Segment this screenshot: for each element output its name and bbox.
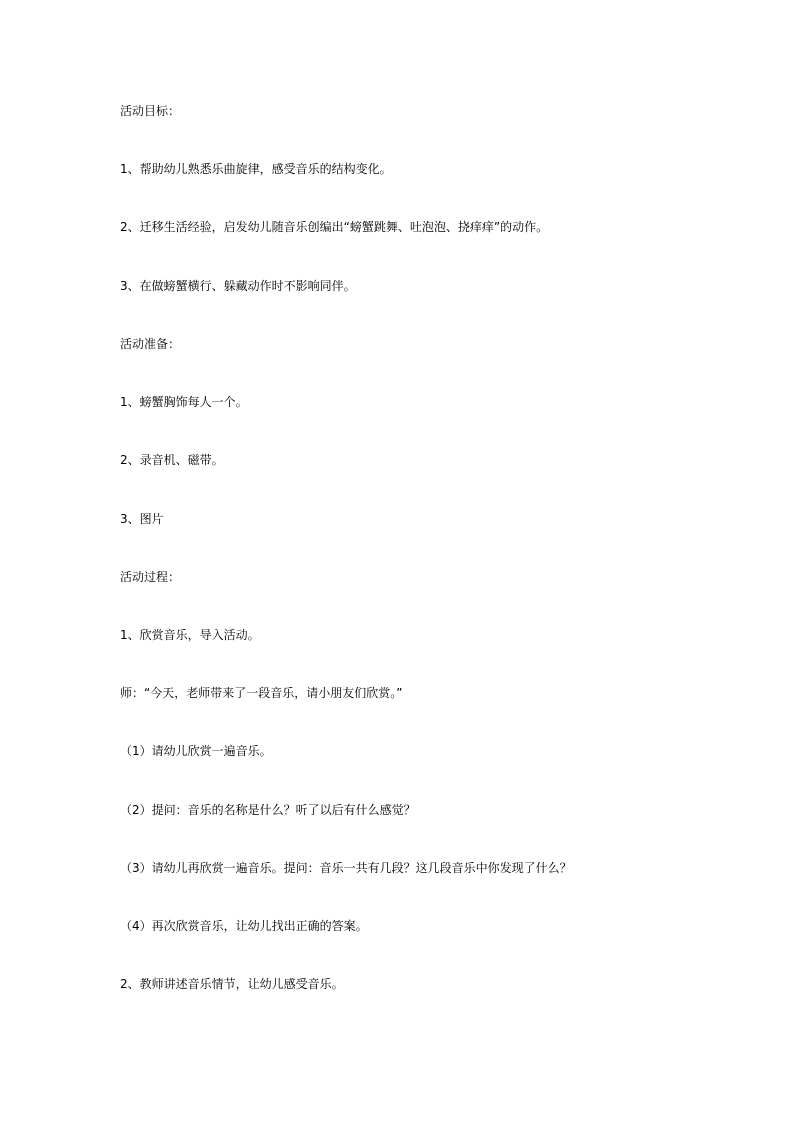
preparation-item-2: 2、录音机、磁带。	[120, 453, 224, 467]
section-heading-process: 活动过程：	[120, 570, 181, 584]
goal-item-2: 2、迁移生活经验，启发幼儿随音乐创编出“螃蟹跳舞、吐泡泡、挠痒痒”的动作。	[120, 220, 549, 234]
process-step-2: 2、教师讲述音乐情节，让幼儿感受音乐。	[120, 977, 344, 991]
goal-item-1: 1、帮助幼儿熟悉乐曲旋律，感受音乐的结构变化。	[120, 162, 392, 176]
preparation-item-1: 1、螃蟹胸饰每人一个。	[120, 395, 248, 409]
preparation-item-3: 3、图片	[120, 512, 164, 526]
goal-item-3: 3、在做螃蟹横行、躲藏动作时不影响同伴。	[120, 279, 356, 293]
teacher-quote: 师：“今天，老师带来了一段音乐，请小朋友们欣赏。”	[120, 686, 403, 700]
section-heading-preparation: 活动准备：	[120, 337, 181, 351]
section-heading-goals: 活动目标：	[120, 104, 181, 118]
process-substep-3: （3）请幼儿再欣赏一遍音乐。提问：音乐一共有几段？这几段音乐中你发现了什么？	[120, 861, 572, 875]
process-substep-4: （4）再次欣赏音乐，让幼儿找出正确的答案。	[120, 919, 368, 933]
process-substep-1: （1）请幼儿欣赏一遍音乐。	[120, 744, 272, 758]
process-substep-2: （2）提问：音乐的名称是什么？听了以后有什么感觉？	[120, 803, 416, 817]
process-step-1: 1、欣赏音乐，导入活动。	[120, 628, 260, 642]
